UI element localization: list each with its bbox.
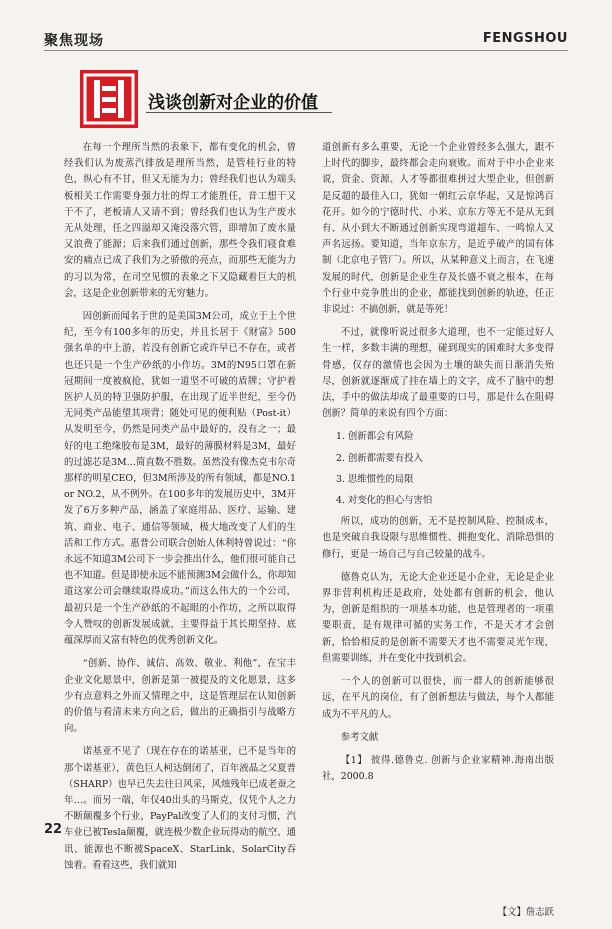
- list-item: 2. 创新都需要有投入: [336, 452, 423, 464]
- list-item: 3. 思维惯性的局限: [336, 473, 414, 485]
- paragraph: 因创新而闻名于世的是美国3M公司，成立于上个世纪，至今有100多年的历史，并且长居于《财富》500强名单的中上游，若没有创新它或许早已不存在，或者也还只是一个生产砂纸的小作坊。3M的N95口罩在新冠期间一度被疯抢，犹如一道坚不可破的盾牌；守护着医护人员的特卫强防护服，在出现了近半世纪，至今仍无同类产品能望其项背；随处可见的便利贴（Post-it）从发明至今，仍然是同类产品中最好的，没有之一；最好的电工绝缘胶布是3M，最好的薄膜材料是3M，最好的过滤芯是3M…简直数不胜数。虽然没有像杰克韦尔奇那样的明星CEO，但3M所涉及的所有领域，都是NO.1 or NO.2，从不例外。在100多年的发展历史中，3M开发了6万多种产品，涵盖了家庭用品、医疗、运输、建筑、商业、电子、通信等领域，极大地改变了人们的生活和工作方式。惠普公司联合创始人休利特曾说过：“你永远不知道3M公司下一步会推出什么，他们很可能自己也不知道。但是即使永远不能预测3M会做什么，你却知道这家公司会继续取得成功。”而这么伟大的一个公司，最初只是一个生产砂纸的不起眼的小作坊，之所以取得令人赞叹的创新发展成就，主要得益于其长期坚持、底蕴深厚而又富有特色的优秀创新文化。: [64, 311, 296, 647]
- reference-item: 【1】 彼得.德鲁克. 创新与企业家精神.海南出版社，2000.8: [322, 754, 554, 783]
- article-title: 浅谈创新对企业的价值: [148, 93, 318, 113]
- paragraph: 诺基亚不见了（现在存在的诺基亚，已不是当年的那个诺基亚），黄色巨人柯达倒闭了，百年液晶之父夏普（SHARP）也早已失去往日风采，风烛残年已成老蚕之年…。而另一端，年仅40出头的马斯克，仅凭个人之力不断颠覆多个行业，PayPal改变了人们的支付习惯，汽车业已被Tesla颠覆，就连极少数企业玩得动的航空、通讯、能源也不断被SpaceX、StarLink、SolarCity吞蚀着。看看这些，我们就知: [64, 746, 296, 871]
- paragraph: 不过，就像听说过很多大道理，也不一定能过好人生一样，多数丰满的理想，碰到现实的困难时大多变得骨感，仅存的激情也会因为土壤的缺失而日渐消失殆尽，创新就逐渐成了挂在墙上的文字，成不了脑中的想法，手中的做法却成了最重要的口号，那是什么在阻碍创新？简单的来说有四个方面：: [322, 327, 554, 420]
- author-credit: 【文】詹志跃: [497, 907, 554, 919]
- paragraph: “创新、协作、诚信、高效、敬业、利他”，在宝丰企业文化愿景中，创新是第一被提及的文化愿景，这多少有点意料之外而又情理之中，这是管理层在认知创新的价值与看清未来方向之后，做出的正确指引与战略方向。: [64, 658, 296, 735]
- title-underline: [146, 112, 332, 113]
- header-divider: [44, 50, 568, 51]
- list-item: 1. 创新都会有风险: [336, 431, 414, 443]
- right-column: [322, 140, 554, 929]
- paragraph: 一个人的创新可以很快，而一群人的创新能够很远，在平凡的岗位，有了创新想法与做法，每个人都能成为不平凡的人。: [322, 676, 554, 720]
- paragraph: 德鲁克认为，无论大企业还是小企业，无论是企业界非营利机构还是政府，处处都有创新的机会，他认为，创新是组织的一项基本功能，也是管理者的一项重要职责，是有规律可循的实务工作，不是天才才会创新，恰恰相反的是创新不需要天才也不需要灵光乍现，但需要训练，并在变化中找到机会。: [322, 571, 554, 664]
- red-seal-logo-icon: [80, 70, 138, 128]
- paragraph: 所以，成功的创新，无不是控制风险、控制成本，也是突破自我设限与思维惯性、拥抱变化、消除恐惧的修行，更是一场自己与自己较量的战斗。: [322, 516, 554, 560]
- paragraph: 道创新有多么重要，无论一个企业曾经多么强大，跟不上时代的脚步，最终都会走向衰败。而对于中小企业来说，资金、资源、人才等都很难拼过大型企业，但创新是反超的最佳入口，犹如一朝红云京华起，又是惊鸿百花开。如今的宁德时代、小米、京东方等无不是从无到有、从小到大不断通过创新实现弯道超车、一鸣惊人又声名远扬。要知道，当年京东方，是近乎破产的国有体制（北京电子管厂）。所以，从某种意义上而言，在飞速发展的时代，创新是企业生存及长盛不衰之根本，在每个行业中竞争胜出的企业，都能找到创新的轨迹，任正非说过：不搞创新，就是等死！: [322, 142, 554, 316]
- page-number: 22: [44, 822, 63, 837]
- references-heading: 参考文献: [340, 731, 379, 743]
- paragraph: 在每一个理所当然的表象下，都有变化的机会，曾经我们认为废蒸汽排放是理所当然，是管桂行业的特色，纵心有不甘，但又无能为力；曾经我们也认为端头板相关工作需要身强力壮的焊工才能胜任，昔工想干又干不了，老板请人又请不到；曾经我们也认为生产废水无从处理，任之四溢却又淹没落穴管，即增加了废水量又浪费了能源；后来我们通过创新，那些令我们寝食难安的痛点已成了我们为之骄傲的亮点，而那些无能为力的习以为常，在司空见惯的表象之下又隐藏着巨大的机会，这是企业创新带来的无穷魅力。: [64, 142, 296, 299]
- left-column: [64, 140, 296, 881]
- magazine-name: FENGSHOU: [482, 31, 568, 46]
- page-header: [0, 0, 612, 54]
- section-name: 聚焦现场: [44, 33, 104, 49]
- list-item: 4. 对变化的担心与害怕: [336, 495, 433, 507]
